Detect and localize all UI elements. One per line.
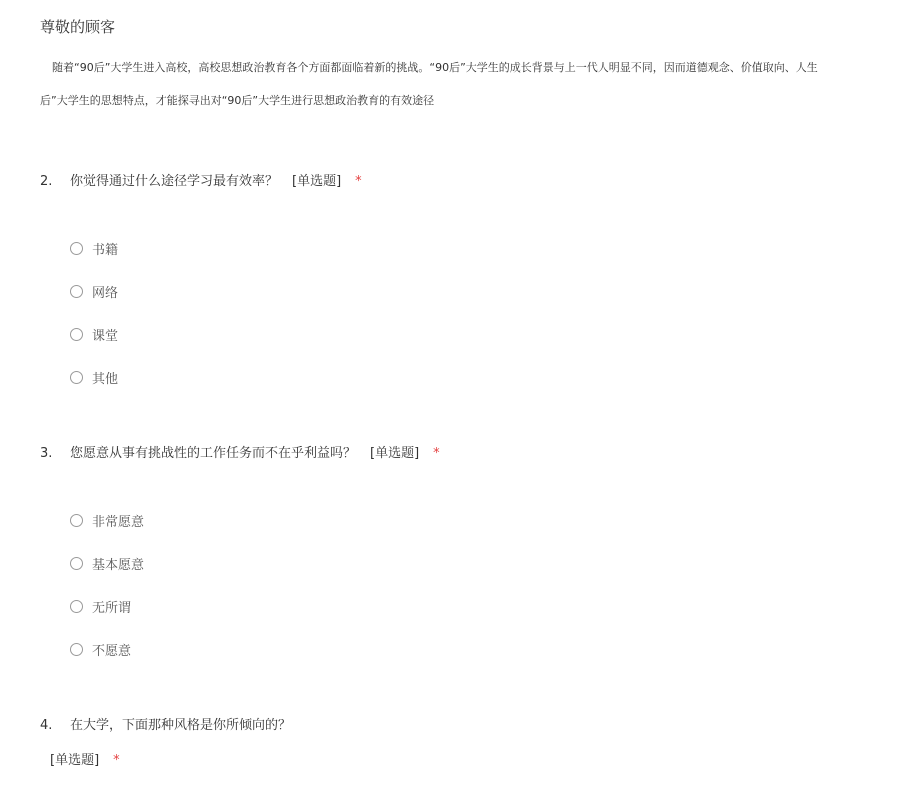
option-very-willing[interactable]	[70, 511, 144, 529]
required-star: *	[355, 174, 362, 189]
radio-circle-icon[interactable]	[70, 328, 83, 341]
option-other[interactable]	[70, 368, 118, 386]
option-internet[interactable]	[70, 282, 118, 300]
question-number: 4.	[40, 718, 53, 733]
radio-circle-icon[interactable]	[70, 643, 83, 656]
option-label[interactable]: 网络	[92, 285, 119, 301]
required-star: *	[433, 446, 440, 461]
question-number: 2.	[40, 174, 53, 189]
question-type-label: [单选题]	[50, 753, 100, 768]
question-4-type-row	[50, 749, 120, 768]
question-4-title	[40, 714, 291, 733]
survey-intro-line-2: 后”大学生的思想特点，才能探寻出对“90后”大学生进行思想政治教育的有效途径	[40, 94, 435, 107]
radio-circle-icon[interactable]	[70, 371, 83, 384]
radio-circle-icon[interactable]	[70, 285, 83, 298]
question-type-label: [单选题]	[292, 174, 342, 189]
option-label[interactable]: 无所谓	[92, 600, 132, 616]
option-label[interactable]: 书籍	[92, 242, 119, 258]
option-classroom[interactable]	[70, 325, 118, 343]
question-2-title	[40, 170, 362, 189]
option-label[interactable]: 课堂	[92, 328, 119, 344]
radio-circle-icon[interactable]	[70, 557, 83, 570]
option-basically-willing[interactable]	[70, 554, 144, 572]
question-type-label: [单选题]	[370, 446, 420, 461]
option-label[interactable]: 不愿意	[92, 643, 132, 659]
option-unwilling[interactable]	[70, 640, 131, 658]
survey-title: 尊敬的顾客	[40, 18, 116, 36]
radio-circle-icon[interactable]	[70, 242, 83, 255]
option-label[interactable]: 非常愿意	[92, 514, 145, 530]
question-3-title	[40, 442, 440, 461]
radio-circle-icon[interactable]	[70, 514, 83, 527]
option-label[interactable]: 其他	[92, 371, 119, 387]
option-indifferent[interactable]	[70, 597, 131, 615]
survey-intro-line-1: 随着“90后”大学生进入高校，高校思想政治教育各个方面都面临着新的挑战。“90后”大学生的成长背景与上一代人明显不同，因而道德观念、价值取向、人生	[52, 61, 818, 74]
question-text: 在大学，下面那种风格是你所倾向的？	[70, 718, 292, 733]
question-text: 您愿意从事有挑战性的工作任务而不在乎利益吗？	[70, 446, 357, 461]
option-label[interactable]: 基本愿意	[92, 557, 145, 573]
required-star: *	[113, 753, 120, 768]
question-text: 你觉得通过什么途径学习最有效率？	[70, 174, 279, 189]
question-number: 3.	[40, 446, 53, 461]
option-books[interactable]	[70, 239, 118, 257]
radio-circle-icon[interactable]	[70, 600, 83, 613]
